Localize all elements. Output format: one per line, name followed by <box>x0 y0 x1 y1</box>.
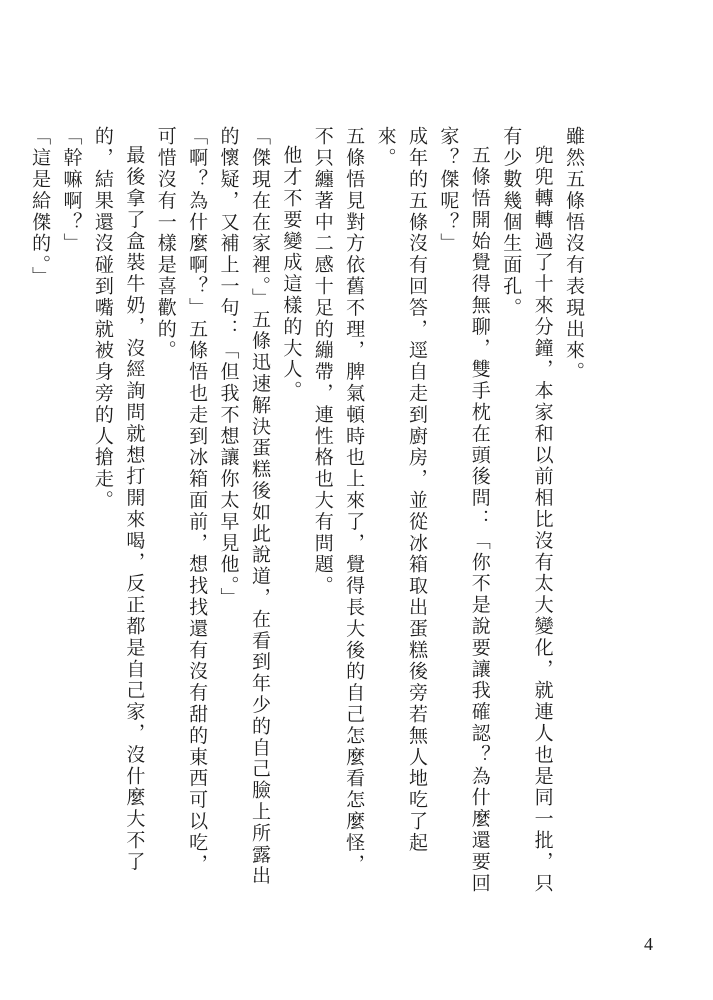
paragraph-9: 最後拿了盒裝牛奶，沒經詢問就想打開來喝，反正都是自己家，沒什麼大不了的，結果還沒碰到嘴就被身旁的人搶走。 <box>91 126 146 873</box>
paragraph-1: 雖然五條悟沒有表現出來。 <box>563 126 585 383</box>
paragraph-3: 五條悟開始覺得無聊，雙手枕在頭後問：「你不是說要讓我確認？為什麼還要回家？傑呢？」 <box>437 126 491 894</box>
vertical-text-body <box>24 126 589 896</box>
paragraph-7: 「傑現在在家裡。」五條迅速解決蛋糕後如此說道，在看到年少的自己臉上所露出的懷疑，又補上一句：「但我不想讓你太早見他。」 <box>217 126 271 887</box>
paragraph-5: 五條悟見對方依舊不理，脾氣頓時也上來了，覺得長大後的自己怎麼看怎麼怪，不只纏著中二感十足的繃帶，連性格也大有問題。 <box>311 126 366 875</box>
paragraph-8: 「啊？為什麼啊？」五條悟也走到冰箱面前，想找找還有沒有甜的東西可以吃，可惜沒有一樣是喜歡的。 <box>154 126 209 875</box>
paragraph-4: 成年的五條沒有回答，逕自走到廚房，並從冰箱取出蛋糕後旁若無人地吃了起來。 <box>374 126 428 854</box>
paragraph-6: 他才不要變成這樣的大人。 <box>280 145 303 402</box>
paragraph-10: 「幹嘛啊？」 <box>60 126 83 255</box>
paragraph-11: 「這是給傑的。」 <box>29 126 52 288</box>
page-number: 4 <box>644 934 653 954</box>
paragraph-2: 兜兜轉轉過了十來分鐘，本家和以前相比沒有太大變化，就連人也是同一批，只有少數幾個生面孔。 <box>500 126 554 894</box>
